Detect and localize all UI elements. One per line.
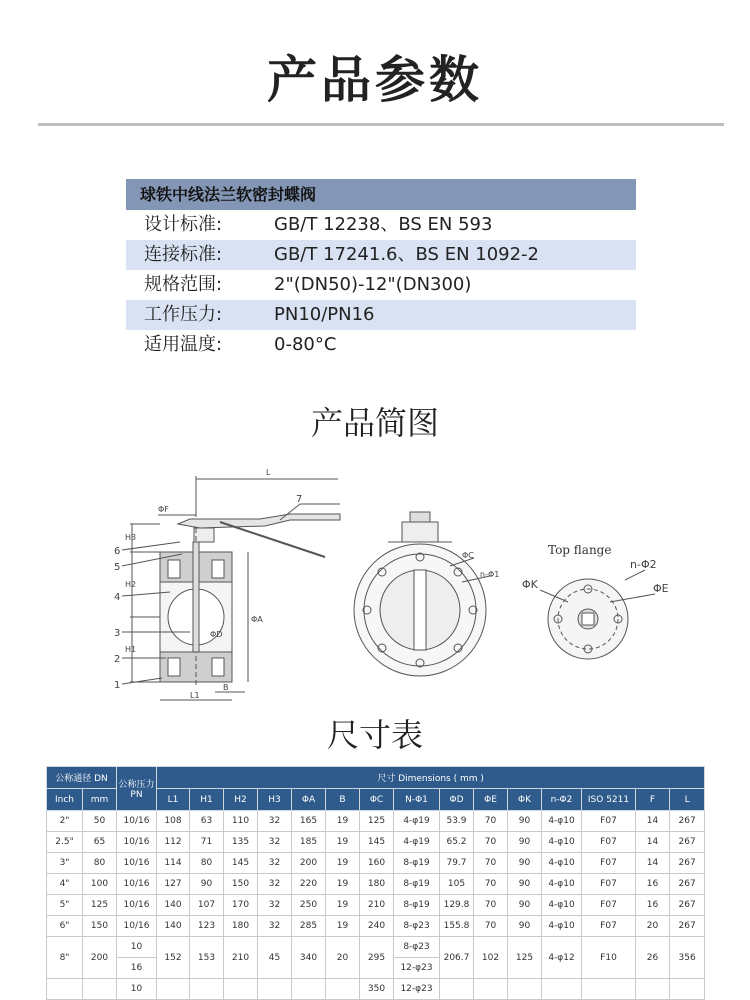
table-cell: 19 (326, 853, 360, 874)
dim-phiD: ΦD (210, 630, 223, 639)
table-row (47, 916, 705, 937)
table-cell: 19 (326, 811, 360, 832)
table-cell: 200 (292, 853, 326, 874)
header-dn: 公称通径 DN (47, 767, 117, 789)
table-cell: 32 (258, 811, 292, 832)
table-cell: 140 (157, 916, 190, 937)
dim-n-phi1: n-Φ1 (480, 570, 500, 579)
header-dimensions: 尺寸 Dimensions ( mm ) (157, 767, 705, 789)
col-H3: H3 (258, 789, 292, 811)
table-cell: 10/16 (117, 832, 157, 853)
dimensions-table (46, 766, 704, 1000)
table-cell: 90 (508, 811, 542, 832)
table-cell: 125 (360, 811, 394, 832)
table-cell: 107 (190, 895, 224, 916)
part-2: 2 (114, 654, 121, 665)
part-4: 4 (114, 592, 121, 603)
table-cell: 185 (292, 832, 326, 853)
table-cell: 4" (47, 874, 83, 895)
table-cell: 267 (670, 916, 705, 937)
table-cell: 4-φ10 (542, 916, 582, 937)
table-cell: 170 (224, 895, 258, 916)
table-cell: 16 (636, 874, 670, 895)
part-7: 7 (296, 494, 303, 505)
table-row-dn200-pn16: 16 12-φ23 (47, 958, 705, 979)
table-cell: 127 (157, 874, 190, 895)
table-cell: 4-φ10 (542, 895, 582, 916)
col-L: L (670, 789, 705, 811)
table-cell: 19 (326, 895, 360, 916)
col-phiD: ΦD (440, 789, 474, 811)
dim-H1: H1 (125, 645, 137, 654)
table-cell: 10/16 (117, 874, 157, 895)
spec-row-connection (126, 240, 636, 270)
part-6: 6 (114, 546, 121, 557)
table-cell: 100 (83, 874, 117, 895)
table-cell: 180 (224, 916, 258, 937)
table-cell: 90 (508, 853, 542, 874)
table-cell: 70 (474, 811, 508, 832)
table-cell: 2.5" (47, 832, 83, 853)
spec-label: 工作压力: (144, 304, 223, 325)
dim-n-phi2: n-Φ2 (630, 558, 657, 571)
spec-value: 2"(DN50)-12"(DN300) (274, 274, 472, 295)
dim-phiK: ΦK (522, 578, 538, 591)
part-3: 3 (114, 628, 121, 639)
table-cell: 114 (157, 853, 190, 874)
table-cell: 267 (670, 874, 705, 895)
table-cell: 285 (292, 916, 326, 937)
table-cell: 108 (157, 811, 190, 832)
table-cell: 267 (670, 853, 705, 874)
table-cell: F07 (582, 916, 636, 937)
table-cell: 210 (360, 895, 394, 916)
table-cell: 32 (258, 874, 292, 895)
spec-row-temperature (126, 330, 636, 360)
col-phiK: ΦK (508, 789, 542, 811)
table-cell: 4-φ10 (542, 811, 582, 832)
table-cell: 70 (474, 916, 508, 937)
side-view (114, 468, 340, 700)
table-cell: 50 (83, 811, 117, 832)
table-cell: 105 (440, 874, 474, 895)
table-cell: 145 (224, 853, 258, 874)
table-cell: 5" (47, 895, 83, 916)
table-cell: 8-φ19 (394, 874, 440, 895)
table-cell: 4-φ10 (542, 832, 582, 853)
table-cell: 250 (292, 895, 326, 916)
table-cell: 240 (360, 916, 394, 937)
top-flange-view (522, 543, 669, 659)
table-cell: 180 (360, 874, 394, 895)
dim-L1: L1 (190, 691, 200, 700)
table-cell: 160 (360, 853, 394, 874)
table-cell: F07 (582, 895, 636, 916)
header-pn: 公称压力 PN (117, 767, 157, 811)
col-H2: H2 (224, 789, 258, 811)
spec-value: 0-80°C (274, 334, 337, 355)
table-cell: 4-φ19 (394, 832, 440, 853)
col-phiC: ΦC (360, 789, 394, 811)
table-cell: 2" (47, 811, 83, 832)
title-divider (38, 123, 724, 126)
table-cell: 20 (636, 916, 670, 937)
col-H1: H1 (190, 789, 224, 811)
table-cell: F07 (582, 811, 636, 832)
dim-phiC: ΦC (462, 551, 474, 560)
spec-row-pressure (126, 300, 636, 330)
table-cell: 123 (190, 916, 224, 937)
table-cell: 10/16 (117, 895, 157, 916)
spec-value: GB/T 17241.6、BS EN 1092-2 (274, 244, 540, 265)
table-cell: 19 (326, 916, 360, 937)
spec-value: GB/T 12238、BS EN 593 (274, 214, 493, 235)
table-cell: 90 (190, 874, 224, 895)
table-cell: 80 (190, 853, 224, 874)
table-cell: 79.7 (440, 853, 474, 874)
table-row-partial: 10 350 12-φ23 (47, 979, 705, 1000)
spec-header: 球铁中线法兰软密封蝶阀 (126, 179, 636, 210)
table-cell: 14 (636, 832, 670, 853)
dim-L: L (266, 468, 271, 477)
spec-label: 规格范围: (144, 274, 223, 295)
table-cell: F07 (582, 832, 636, 853)
spec-label: 连接标准: (144, 244, 223, 265)
table-cell: 10/16 (117, 853, 157, 874)
table-cell: 19 (326, 874, 360, 895)
part-5: 5 (114, 562, 121, 573)
table-row (47, 832, 705, 853)
spec-row-design (126, 210, 636, 240)
col-n-phi1: N-Φ1 (394, 789, 440, 811)
col-F: F (636, 789, 670, 811)
table-cell: 71 (190, 832, 224, 853)
table-cell: 220 (292, 874, 326, 895)
table-cell: F07 (582, 874, 636, 895)
col-iso5211: ISO 5211 (582, 789, 636, 811)
dim-phiA: ΦA (251, 615, 263, 624)
table-cell: 16 (636, 895, 670, 916)
table-cell: 4-φ10 (542, 874, 582, 895)
table-row (47, 874, 705, 895)
table-row-dn200: 8" 200 10 152 153 210 45 340 20 295 8-φ23 206.7 102 125 4-φ12 F10 26 356 (47, 937, 705, 958)
spec-value: PN10/PN16 (274, 304, 375, 325)
table-cell: 267 (670, 811, 705, 832)
table-cell: 63 (190, 811, 224, 832)
dim-H2: H2 (125, 580, 137, 589)
table-cell: 10/16 (117, 811, 157, 832)
col-phiE: ΦE (474, 789, 508, 811)
table-cell: 90 (508, 874, 542, 895)
table-cell: F07 (582, 853, 636, 874)
table-cell: 112 (157, 832, 190, 853)
dim-B: B (223, 683, 229, 692)
front-view (354, 512, 499, 676)
table-cell: 32 (258, 832, 292, 853)
table-cell: 267 (670, 832, 705, 853)
table-cell: 155.8 (440, 916, 474, 937)
col-L1: L1 (157, 789, 190, 811)
table-cell: 53.9 (440, 811, 474, 832)
drawing-title: 产品简图 (310, 404, 439, 442)
table-cell: 80 (83, 853, 117, 874)
table-cell: 65.2 (440, 832, 474, 853)
col-inch: Inch (47, 789, 83, 811)
table-row (47, 895, 705, 916)
spec-label: 设计标准: (144, 214, 223, 235)
table-cell: 267 (670, 895, 705, 916)
col-mm: mm (83, 789, 117, 811)
valve-drawing (70, 462, 680, 712)
table-cell: 70 (474, 832, 508, 853)
table-cell: 90 (508, 916, 542, 937)
table-cell: 3" (47, 853, 83, 874)
col-phiA: ΦA (292, 789, 326, 811)
table-cell: 70 (474, 853, 508, 874)
table-cell: 6" (47, 916, 83, 937)
table-cell: 4-φ10 (542, 853, 582, 874)
table-cell: 90 (508, 895, 542, 916)
table-cell: 10/16 (117, 916, 157, 937)
table-cell: 14 (636, 811, 670, 832)
table-cell: 135 (224, 832, 258, 853)
table-cell: 145 (360, 832, 394, 853)
table-cell: 14 (636, 853, 670, 874)
col-n-phi2: n-Φ2 (542, 789, 582, 811)
table-cell: 150 (224, 874, 258, 895)
table-cell: 110 (224, 811, 258, 832)
table-cell: 4-φ19 (394, 811, 440, 832)
spec-row-size-range (126, 270, 636, 300)
table-cell: 140 (157, 895, 190, 916)
table-row (47, 853, 705, 874)
table-cell: 32 (258, 853, 292, 874)
spec-label: 适用温度: (144, 334, 223, 355)
table-cell: 8-φ23 (394, 916, 440, 937)
table-cell: 19 (326, 832, 360, 853)
dim-phiE: ΦE (653, 582, 669, 595)
table-row (47, 811, 705, 832)
table-cell: 32 (258, 916, 292, 937)
spec-table (126, 179, 636, 360)
table-cell: 32 (258, 895, 292, 916)
part-1: 1 (114, 680, 121, 691)
page-title: 产品参数 (267, 51, 483, 109)
table-cell: 8-φ19 (394, 853, 440, 874)
dim-phiF: ΦF (158, 505, 169, 514)
dim-H3: H3 (125, 533, 137, 542)
table-cell: 65 (83, 832, 117, 853)
table-cell: 165 (292, 811, 326, 832)
table-cell: 125 (83, 895, 117, 916)
table-cell: 129.8 (440, 895, 474, 916)
col-B: B (326, 789, 360, 811)
table-title: 尺寸表 (326, 716, 423, 754)
top-flange-title: Top flange (548, 543, 612, 557)
table-cell: 8-φ19 (394, 895, 440, 916)
table-cell: 90 (508, 832, 542, 853)
table-cell: 70 (474, 895, 508, 916)
table-cell: 70 (474, 874, 508, 895)
table-cell: 150 (83, 916, 117, 937)
